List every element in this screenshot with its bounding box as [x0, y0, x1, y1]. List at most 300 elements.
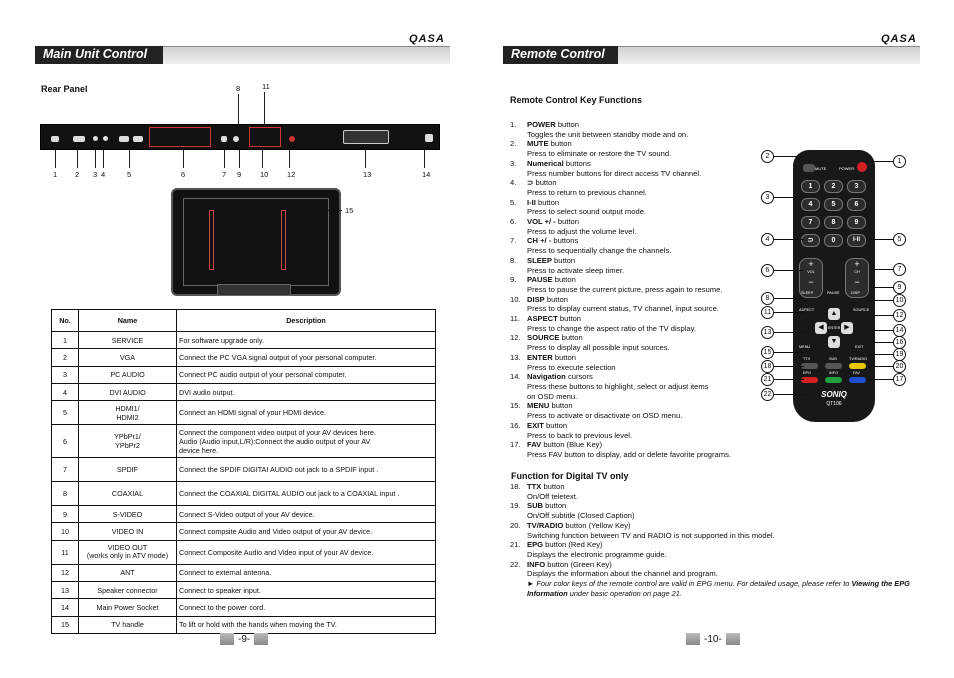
header-bar [160, 46, 450, 64]
function-number: 12. [510, 333, 521, 343]
footer-block [726, 633, 740, 645]
header-bar [615, 46, 920, 64]
table-row: 1 SERVICE For software upgrade only. [52, 332, 436, 349]
function-key: SOURCE [527, 333, 560, 343]
pc-audio-port [93, 136, 98, 141]
table-row: 10 VIDEO IN Connect compsite Audio and Video output of your AV device. [52, 523, 436, 540]
hdmi1-port [119, 136, 129, 142]
digit-button-4: 4 [801, 198, 820, 211]
note-text: under basic operation on page 21. [567, 588, 682, 598]
function-description: Press to back to previous level. [527, 430, 633, 440]
section-title: Main Unit Control [35, 46, 163, 64]
function-key: INFO [527, 559, 546, 569]
function-number: 17. [510, 440, 521, 450]
table-row: 8 COAXIAL Connect the COAXIAL DIGITAL AUDIO out jack to a COAXIAL input . [52, 482, 436, 506]
leader-line [869, 300, 893, 301]
down-arrow-icon: ▼ [828, 336, 840, 348]
function-number: 1. [510, 120, 517, 129]
function-suffix: button [533, 178, 557, 188]
function-number: 22. [510, 559, 521, 569]
mute-label: MUTE [815, 166, 827, 171]
function-body [527, 521, 775, 540]
remote-callout-9: 9 [893, 281, 906, 294]
table-row: 13 Speaker connector Connect to speaker input. [52, 582, 436, 599]
function-item [510, 178, 770, 197]
ch-plus-icon: + [854, 259, 860, 269]
leader-line [774, 332, 804, 333]
leader-line [774, 312, 804, 313]
function-key: POWER [527, 120, 556, 129]
function-body [527, 421, 632, 440]
leader-line [262, 150, 263, 168]
function-body [527, 178, 647, 197]
leader-line [774, 156, 804, 157]
rear-panel-diagram [40, 124, 440, 150]
source-label: SOURCE [853, 308, 870, 312]
function-item [510, 120, 770, 139]
brand-logo: QASA [881, 33, 917, 45]
callout-12: 12 [287, 170, 296, 179]
function-number: 9. [510, 275, 517, 285]
remote-callout-18: 18 [761, 360, 774, 373]
function-description: Press to adjust the volume level. [527, 226, 637, 236]
function-description: On/Off teletext. [527, 491, 578, 501]
digit-button-3: 3 [847, 180, 866, 193]
function-key: EXIT [527, 420, 544, 430]
sleep-label: SLEEP [801, 291, 814, 295]
function-item [510, 540, 920, 559]
tv-handle-left [209, 210, 214, 270]
leader-line [869, 239, 893, 240]
function-body [527, 139, 671, 158]
leader-line [869, 315, 893, 316]
table-row: 5 HDMI1/ HDMI2 Connect an HDMI signal of your HDMI device. [52, 401, 436, 425]
function-suffix: button [555, 120, 579, 129]
power-label: POWER [839, 166, 855, 171]
up-arrow-icon: ▲ [828, 308, 840, 320]
function-item [510, 482, 920, 501]
function-key: Numerical [527, 158, 564, 168]
function-number: 6. [510, 217, 517, 227]
function-number: 18. [510, 482, 521, 491]
leader-line [774, 197, 804, 198]
speaker-connector [343, 130, 389, 144]
leader-line [55, 150, 56, 168]
digit-button-0: 0 [824, 234, 843, 247]
function-description: Press FAV button to display, add or delete favorite programs. [527, 449, 732, 459]
menu-label: MENU [799, 345, 811, 349]
function-description: Press to select sound output mode. [527, 207, 647, 217]
table-row: 12 ANT Connect to external antenna. [52, 564, 436, 581]
fav-label: FAV [853, 371, 860, 375]
hdmi2-port [133, 136, 143, 142]
digit-button-1: 1 [801, 180, 820, 193]
leader-line [183, 150, 184, 168]
function-key: VOL +/ - [527, 217, 556, 227]
leader-line [774, 379, 804, 380]
function-description: Press to activate sleep timer. [527, 265, 625, 275]
vol-plus-icon: + [808, 259, 814, 269]
function-suffix: buttons [551, 236, 579, 246]
leader-line [300, 210, 342, 211]
function-item [510, 372, 770, 401]
table-row: 9 S-VIDEO Connect S-Video output of your AV device. [52, 506, 436, 523]
function-item [510, 275, 770, 294]
function-suffix: button [543, 420, 568, 430]
function-body [527, 560, 718, 579]
table-row: 4 DVI AUDIO DVI audio output. [52, 383, 436, 400]
function-item [510, 139, 770, 158]
connector-table [51, 309, 436, 634]
function-suffix: button (Red Key) [543, 540, 603, 550]
rear-panel-title: Rear Panel [41, 84, 88, 94]
function-body [527, 482, 578, 501]
remote-callout-11: 11 [761, 306, 774, 319]
header-name: Name [79, 310, 177, 332]
function-body [527, 401, 682, 420]
function-list [510, 120, 770, 460]
enter-label: ENTER [828, 326, 841, 330]
function-body [527, 333, 670, 352]
leader-line [774, 394, 804, 395]
remote-model: QT106 [826, 401, 842, 407]
page-footer [220, 633, 268, 645]
function-item [510, 217, 770, 236]
function-description: On/Off subtitle (Closed Caption) [527, 511, 635, 521]
remote-callout-3: 3 [761, 191, 774, 204]
epg-label: EPG [803, 371, 812, 375]
callout-15: 15 [345, 206, 354, 215]
leader-line [239, 150, 240, 168]
function-key: I-II [527, 197, 536, 207]
function-number: 7. [510, 236, 517, 246]
ant-port [289, 136, 295, 142]
remote-callout-1: 1 [893, 155, 906, 168]
remote-brand: SONIQ [821, 390, 847, 399]
digit-button-6: 6 [847, 198, 866, 211]
service-port [51, 136, 59, 142]
remote-callout-17: 17 [893, 373, 906, 386]
note-emphasis: Viewing the EPG Information [527, 579, 910, 598]
callout-5: 5 [127, 170, 132, 179]
function-suffix: buttons [563, 158, 591, 168]
function-key: DISP [527, 294, 545, 304]
mute-icon [803, 164, 815, 172]
function-description: Press these buttons to highlight, select or adjust items on OSD menu. [527, 381, 709, 401]
function-suffix: button [535, 197, 560, 207]
function-body [527, 501, 635, 520]
table-row: 6 YPbPr1/ YPbPr2 Connect the component video output of your AV devices here. Audio (Audio input,L/R):Connect the audio output of your AV device here. [52, 425, 436, 458]
function-item [510, 159, 770, 178]
leader-line [869, 161, 893, 162]
function-number: 19. [510, 501, 521, 511]
function-item [510, 333, 770, 352]
leader-line [869, 269, 893, 270]
header-description: Description [177, 310, 436, 332]
leader-line [264, 92, 265, 124]
function-body [527, 353, 616, 372]
leader-line [869, 342, 893, 343]
callout-6: 6 [181, 170, 186, 179]
leader-line [365, 150, 366, 168]
function-description: Press to return to previous channel. [527, 187, 647, 197]
table-row: 15 TV handle To lift or hold with the hands when moving the TV. [52, 616, 436, 633]
function-body [527, 372, 709, 401]
leader-line [869, 366, 893, 367]
function-item [510, 440, 770, 459]
tv-back-illustration [171, 188, 341, 296]
callout-8: 8 [236, 84, 241, 93]
function-key: TTX [527, 482, 542, 491]
function-key: FAV [527, 440, 542, 450]
function-key: EPG [527, 540, 544, 550]
function-item [510, 236, 770, 255]
remote-callout-12: 12 [893, 309, 906, 322]
function-suffix: button [555, 217, 580, 227]
aspect-label: ASPECT [799, 308, 815, 312]
function-item [510, 421, 770, 440]
function-key: SLEEP [527, 255, 552, 265]
function-number: 13. [510, 352, 521, 362]
disp-label: DISP [851, 291, 860, 295]
function-item [510, 295, 770, 314]
function-body [527, 540, 667, 559]
vol-label: VOL [807, 270, 815, 274]
leader-line [774, 270, 804, 271]
function-number: 5. [510, 197, 517, 207]
function-number: 2. [510, 139, 517, 149]
fav-button [849, 377, 866, 383]
remote-callout-13: 13 [761, 326, 774, 339]
function-item [510, 198, 770, 217]
epg-note [510, 579, 920, 598]
function-body [527, 256, 624, 275]
remote-control-illustration [793, 150, 875, 422]
leader-line [774, 352, 804, 353]
function-number: 8. [510, 255, 517, 265]
function-number: 21. [510, 540, 521, 550]
callout-4: 4 [101, 170, 106, 179]
remote-callout-8: 8 [761, 292, 774, 305]
leader-line [289, 150, 290, 168]
table-row: 11 VIDEO OUT (works only in ATV mode) Connect Composite Audio and Video input of your AV device. [52, 540, 436, 564]
remote-callout-7: 7 [893, 263, 906, 276]
function-key: ASPECT [527, 314, 558, 324]
function-suffix: button [549, 401, 573, 411]
remote-callout-21: 21 [761, 373, 774, 386]
function-description: Toggles the unit between standby mode and on. [527, 129, 689, 139]
function-number: 11. [510, 314, 520, 324]
coaxial-port [233, 136, 239, 142]
function-key: PAUSE [527, 275, 553, 285]
function-item [510, 314, 770, 333]
remote-callout-19: 19 [893, 348, 906, 361]
function-item [510, 256, 770, 275]
remote-callout-20: 20 [893, 360, 906, 373]
function-suffix: button (Blue Key) [541, 440, 603, 450]
remote-callout-10: 10 [893, 294, 906, 307]
leader-line [95, 150, 96, 168]
ttx-label: TTX [803, 357, 811, 361]
function-body [527, 120, 688, 139]
callout-14: 14 [422, 170, 431, 179]
function-key: ENTER [527, 352, 553, 362]
footer-block [686, 633, 700, 645]
remote-callout-15: 15 [761, 346, 774, 359]
function-key: MENU [527, 401, 550, 411]
function-suffix: button [559, 333, 583, 343]
leader-line [103, 150, 104, 168]
function-key: Navigation [527, 372, 566, 382]
table-row: 14 Main Power Socket Connect to the power cord. [52, 599, 436, 616]
arrow-icon: ► [527, 579, 537, 589]
function-body [527, 236, 671, 255]
leader-line [869, 287, 893, 288]
function-suffix: button [551, 255, 576, 265]
section-title: Remote Control [503, 46, 618, 64]
dtv-functions-title: Function for Digital TV only [511, 471, 629, 481]
callout-3: 3 [93, 170, 98, 179]
remote-callout-2: 2 [761, 150, 774, 163]
tv-stand [217, 284, 291, 296]
function-suffix: button [543, 501, 567, 511]
note-text: Four color keys of the remote control are valid in EPG menu. For detailed usage, please refer to [536, 579, 852, 589]
footer-block [220, 633, 234, 645]
page-number: -10- [704, 633, 722, 645]
digit-button-9: 9 [847, 216, 866, 229]
function-key: CH +/ - [527, 236, 552, 246]
function-description: Displays the information about the channel and program. [527, 569, 718, 579]
remote-callout-6: 6 [761, 264, 774, 277]
function-description: Press to pause the current picture, press again to resume. [527, 284, 723, 294]
function-body [527, 217, 636, 236]
vol-minus-icon: − [808, 277, 814, 287]
function-description: Displays the electronic programme guide. [527, 549, 667, 559]
footer-block [254, 633, 268, 645]
dtv-function-list [510, 482, 920, 598]
function-description: Press to execute selection [527, 362, 616, 372]
function-suffix: button [548, 139, 572, 149]
tvradio-label: TV/RADIO [849, 357, 867, 361]
exit-label: EXIT [855, 345, 864, 349]
leader-line [869, 354, 893, 355]
callout-1: 1 [53, 170, 58, 179]
remote-callout-16: 16 [893, 336, 906, 349]
recall-button: ⊃ [801, 234, 820, 247]
leader-line [224, 150, 225, 168]
page-number: -9- [238, 633, 251, 645]
function-suffix: button [557, 314, 582, 324]
ch-minus-icon: − [854, 277, 860, 287]
vga-port [73, 136, 85, 142]
pause-label: PAUSE [827, 291, 840, 295]
function-description: Press to eliminate or restore the TV sound. [527, 149, 672, 159]
remote-callout-5: 5 [893, 233, 906, 246]
dvi-audio-port [103, 136, 108, 141]
tv-back-panel [183, 198, 329, 286]
left-arrow-icon: ◀ [815, 322, 827, 334]
function-item [510, 501, 920, 520]
function-number: 4. [510, 178, 517, 188]
function-suffix: button (Green Key) [545, 559, 612, 569]
function-description: Press to sequentially change the channels. [527, 246, 672, 256]
remote-functions-title: Remote Control Key Functions [510, 95, 643, 105]
function-body [527, 275, 722, 294]
leader-line [77, 150, 78, 168]
callout-2: 2 [75, 170, 80, 179]
leader-line [869, 379, 893, 380]
function-key: MUTE [527, 139, 549, 149]
leader-line [129, 150, 130, 168]
function-suffix: button [552, 352, 576, 362]
function-description: Press number buttons for direct access TV channel. [527, 168, 702, 178]
epg-button [801, 377, 818, 383]
av-group [249, 127, 281, 147]
leader-line [869, 330, 893, 331]
function-key: TV/RADIO [527, 520, 564, 530]
function-suffix: button (Yellow Key) [563, 520, 631, 530]
function-body [527, 295, 719, 314]
header-no: No. [52, 310, 79, 332]
function-body [527, 440, 731, 459]
function-suffix: button [541, 482, 565, 491]
function-suffix: button [552, 275, 576, 285]
leader-line [774, 239, 804, 240]
ypbpr-group [149, 127, 211, 147]
digit-button-2: 2 [824, 180, 843, 193]
spdif-port [221, 136, 227, 142]
function-body [527, 159, 701, 178]
function-suffix: button [544, 294, 568, 304]
digit-button-8: 8 [824, 216, 843, 229]
navigation-cluster [819, 308, 849, 358]
table-row: 2 VGA Connect the PC VGA signal output of your personal computer. [52, 349, 436, 366]
callout-10: 10 [260, 170, 269, 179]
table-row: 3 PC AUDIO Connect PC audio output of your personal computer. [52, 366, 436, 383]
remote-callout-4: 4 [761, 233, 774, 246]
function-number: 16. [510, 420, 521, 430]
function-description: Press to activate or disactivate on OSD menu. [527, 411, 683, 421]
sub-label: SUB [829, 357, 837, 361]
callout-7: 7 [222, 170, 227, 179]
function-description: Switching function between TV and RADIO is not supported in this model. [527, 530, 775, 540]
brand-logo: QASA [409, 33, 445, 45]
sub-button [825, 363, 842, 369]
digit-button-7: 7 [801, 216, 820, 229]
table-row: 7 SPDIF Connect the SPDIF DIGITAI AUDIO out jack to a SPDIF input . [52, 458, 436, 482]
remote-callout-22: 22 [761, 388, 774, 401]
right-arrow-icon: ▶ [841, 322, 853, 334]
function-description: Press to display current status, TV channel, input source. [527, 304, 719, 314]
function-description: Press to change the aspect ratio of the TV display. [527, 323, 696, 333]
tv-handle-right [281, 210, 286, 270]
callout-11: 11 [262, 82, 270, 91]
function-number: 10. [510, 294, 521, 304]
digit-button-5: 5 [824, 198, 843, 211]
table-header-row [52, 310, 436, 332]
function-body [527, 314, 696, 333]
power-button [857, 162, 867, 172]
function-item [510, 401, 770, 420]
callout-13: 13 [363, 170, 372, 179]
function-item [510, 521, 920, 540]
leader-line [774, 366, 804, 367]
function-description: Press to display all possible input sources. [527, 343, 670, 353]
callout-9: 9 [237, 170, 242, 179]
leader-line [238, 94, 239, 124]
function-key: ⊃ [527, 178, 534, 188]
function-number: 14. [510, 372, 521, 382]
